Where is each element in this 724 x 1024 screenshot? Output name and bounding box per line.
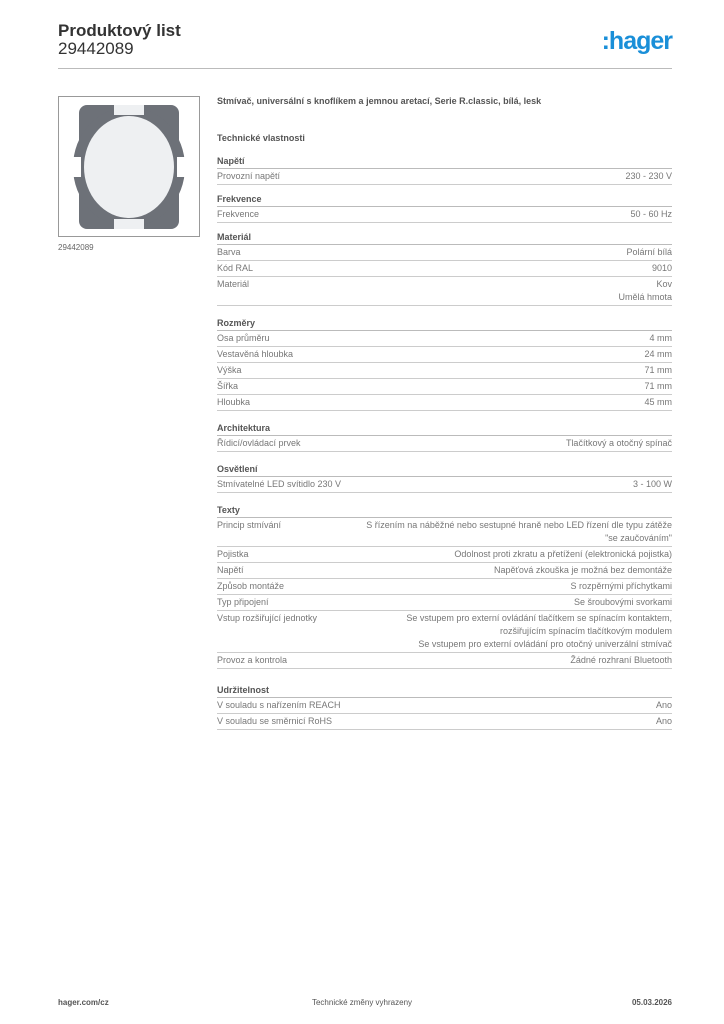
spec-section bbox=[217, 230, 672, 306]
spec-section bbox=[217, 683, 672, 730]
spec-row bbox=[217, 347, 672, 363]
spec-section bbox=[217, 154, 672, 185]
spec-label: Vestavěná hloubka bbox=[217, 349, 294, 359]
spec-value: S rozpěrnými příchytkami bbox=[570, 581, 672, 591]
spec-value: 24 mm bbox=[644, 349, 672, 359]
image-caption: 29442089 bbox=[58, 243, 94, 252]
spec-row bbox=[217, 595, 672, 611]
spec-value: 71 mm bbox=[644, 381, 672, 391]
spec-value: Polární bílá bbox=[626, 247, 672, 257]
spec-label: Stmívatelné LED svítidlo 230 V bbox=[217, 479, 342, 489]
spec-label: Výška bbox=[217, 365, 242, 375]
section-heading: Materiál bbox=[217, 230, 672, 245]
spec-row bbox=[217, 653, 672, 669]
product-number: 29442089 bbox=[58, 39, 134, 58]
spec-label: Provoz a kontrola bbox=[217, 655, 288, 665]
spec-section bbox=[217, 503, 672, 669]
product-name: Stmívač, universální s knoflíkem a jemnou aretací, Serie R.classic, bílá, lesk bbox=[217, 96, 542, 106]
spec-row bbox=[217, 518, 672, 547]
footer-website: hager.com/cz bbox=[58, 998, 109, 1007]
section-heading: Frekvence bbox=[217, 192, 672, 207]
section-heading: Napětí bbox=[217, 154, 672, 169]
spec-label: V souladu s nařízením REACH bbox=[217, 700, 341, 710]
spec-row bbox=[217, 611, 672, 653]
spec-label: Napětí bbox=[217, 565, 244, 575]
spec-label: Typ připojení bbox=[217, 597, 269, 607]
section-heading: Osvětlení bbox=[217, 462, 672, 477]
spec-row bbox=[217, 277, 672, 306]
spec-value: S řízením na náběžné nebo sestupné hraně nebo LED řízení dle typu zátěže "se zaučováním" bbox=[366, 520, 672, 543]
spec-label: Způsob montáže bbox=[217, 581, 285, 591]
page-title: Produktový list bbox=[58, 21, 181, 40]
spec-row bbox=[217, 579, 672, 595]
spec-value: 3 - 100 W bbox=[632, 479, 672, 489]
spec-row bbox=[217, 379, 672, 395]
spec-label: Barva bbox=[217, 247, 241, 257]
spec-label: Pojistka bbox=[217, 549, 249, 559]
spec-content bbox=[217, 96, 672, 730]
spec-value: 9010 bbox=[651, 263, 672, 273]
spec-row bbox=[217, 245, 672, 261]
section-heading: Texty bbox=[217, 503, 672, 518]
hager-logo: :hager bbox=[601, 27, 672, 55]
spec-row bbox=[217, 331, 672, 347]
section-heading: Rozměry bbox=[217, 316, 672, 331]
spec-value: 45 mm bbox=[644, 397, 672, 407]
spec-value: Tlačítkový a otočný spínač bbox=[565, 438, 672, 448]
spec-label: Osa průměru bbox=[217, 333, 270, 343]
section-heading: Udržitelnost bbox=[217, 683, 672, 698]
spec-row bbox=[217, 436, 672, 452]
spec-label: Frekvence bbox=[217, 209, 260, 219]
spec-label: Princip stmívání bbox=[217, 520, 282, 530]
spec-value: Se vstupem pro externí ovládání tlačítkem se spínacím kontaktem, rozšiřujícím spínacím tlačítkovým modulem Se vstupem pro externí ovládání pro otočný univerzální stmívač bbox=[406, 613, 672, 649]
spec-label: Vstup rozšiřující jednotky bbox=[217, 613, 318, 623]
spec-label: Kód RAL bbox=[217, 263, 254, 273]
spec-value: 71 mm bbox=[644, 365, 672, 375]
spec-row bbox=[217, 395, 672, 411]
spec-value: Ano bbox=[655, 700, 672, 710]
spec-row bbox=[217, 477, 672, 493]
spec-label: Hloubka bbox=[217, 397, 251, 407]
spec-section bbox=[217, 462, 672, 493]
spec-value: Kov Umělá hmota bbox=[618, 279, 672, 302]
spec-value: 50 - 60 Hz bbox=[630, 209, 672, 219]
spec-value: 4 mm bbox=[649, 333, 672, 343]
spec-label: Provozní napětí bbox=[217, 171, 281, 181]
header-divider bbox=[58, 68, 672, 69]
spec-value: Napěťová zkouška je možná bez demontáže bbox=[494, 565, 672, 575]
tech-heading: Technické vlastnosti bbox=[217, 133, 305, 143]
spec-row bbox=[217, 714, 672, 730]
spec-row bbox=[217, 563, 672, 579]
spec-label: V souladu se směrnicí RoHS bbox=[217, 716, 333, 726]
spec-label: Řídicí/ovládací prvek bbox=[217, 438, 301, 448]
spec-row bbox=[217, 547, 672, 563]
spec-row bbox=[217, 261, 672, 277]
product-image bbox=[58, 96, 200, 237]
spec-row bbox=[217, 363, 672, 379]
spec-section bbox=[217, 316, 672, 411]
spec-row bbox=[217, 207, 672, 223]
spec-value: 230 - 230 V bbox=[625, 171, 672, 181]
spec-row bbox=[217, 169, 672, 185]
spec-row bbox=[217, 698, 672, 714]
section-heading: Architektura bbox=[217, 421, 672, 436]
spec-value: Žádné rozhraní Bluetooth bbox=[570, 655, 672, 665]
spec-label: Materiál bbox=[217, 279, 250, 289]
spec-value: Ano bbox=[655, 716, 672, 726]
spec-value: Odolnost proti zkratu a přetížení (elektronická pojistka) bbox=[454, 549, 672, 559]
spec-label: Šířka bbox=[217, 381, 239, 391]
footer-note: Technické změny vyhrazeny bbox=[311, 998, 413, 1007]
spec-value: Se šroubovými svorkami bbox=[573, 597, 672, 607]
spec-section bbox=[217, 192, 672, 223]
footer-date: 05.03.2026 bbox=[631, 998, 672, 1007]
spec-section bbox=[217, 421, 672, 452]
